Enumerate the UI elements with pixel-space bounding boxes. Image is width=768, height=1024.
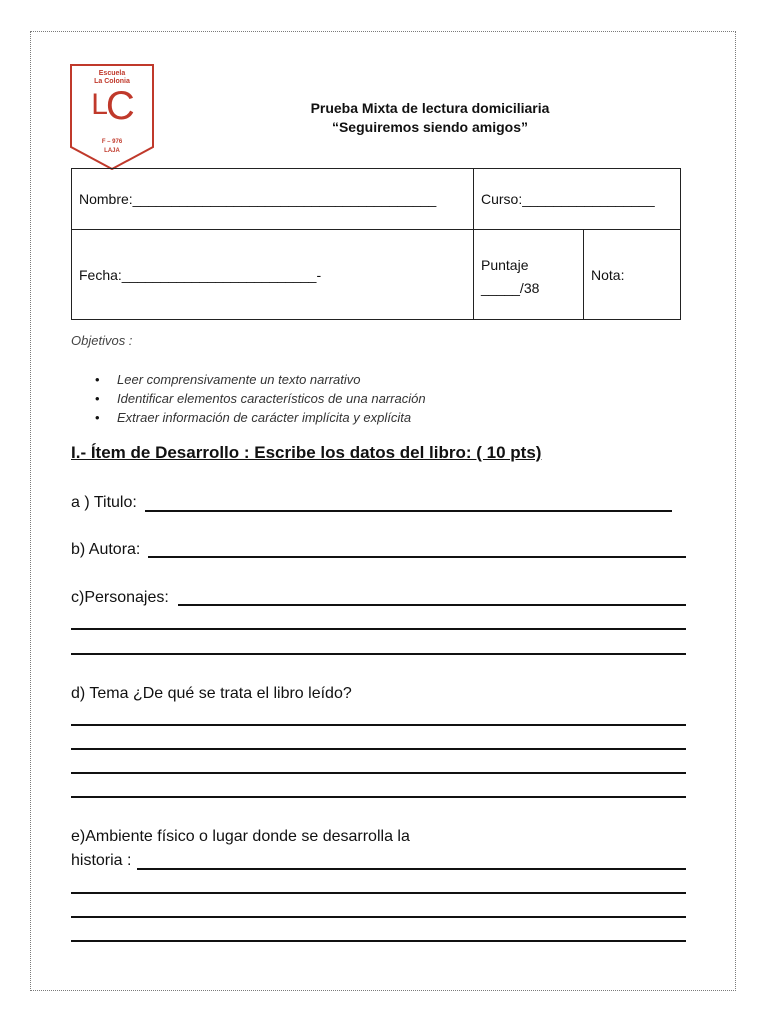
document-title: Prueba Mixta de lectura domiciliaria — [310, 100, 550, 116]
answer-line-characters[interactable] — [71, 628, 686, 630]
logo-school-name: Escuela — [98, 70, 126, 77]
question-characters-label: c)Personajes: — [71, 589, 169, 606]
answer-line-theme[interactable] — [71, 724, 686, 726]
book-title: “Seguiremos siendo amigos” — [331, 119, 529, 135]
answer-line-theme[interactable] — [71, 748, 686, 750]
course-field[interactable]: Curso:_________________ — [474, 169, 681, 230]
answer-line-author[interactable] — [148, 556, 686, 558]
list-item: • Leer comprensivamente un texto narrativo — [95, 370, 426, 389]
answer-line-setting[interactable] — [71, 892, 686, 894]
objectives-list — [95, 370, 426, 427]
list-item: • Identificar elementos característicos de una narración — [95, 389, 426, 408]
name-field[interactable]: Nombre:_______________________________________ — [72, 169, 474, 230]
grade-field[interactable]: Nota: — [584, 230, 681, 320]
answer-line-setting[interactable] — [71, 940, 686, 942]
score-field[interactable] — [474, 230, 584, 320]
student-info-table — [71, 168, 681, 320]
answer-line-setting[interactable] — [71, 916, 686, 918]
objectives-heading: Objetivos : — [71, 333, 133, 348]
question-setting-label: e)Ambiente físico o lugar donde se desarrolla la — [71, 828, 410, 845]
logo-initials: $^L$C — [91, 84, 133, 128]
section-heading: I.- Ítem de Desarrollo : Escribe los datos del libro: ( 10 pts) — [71, 443, 542, 462]
answer-line-theme[interactable] — [71, 796, 686, 798]
school-logo — [70, 64, 154, 170]
logo-school-place: La Colonia — [94, 78, 130, 85]
answer-line-characters[interactable] — [178, 604, 686, 606]
score-label: Puntaje — [481, 256, 529, 273]
answer-line-title[interactable] — [145, 510, 672, 512]
date-field[interactable]: Fecha:_________________________- — [72, 230, 474, 320]
logo-city: LAJA — [104, 148, 120, 154]
answer-line-theme[interactable] — [71, 772, 686, 774]
question-title-label: a ) Titulo: — [71, 494, 137, 511]
answer-line-setting[interactable] — [137, 868, 686, 870]
list-item: • Extraer información de carácter implícita y explícita — [95, 408, 426, 427]
question-theme-label: d) Tema ¿De qué se trata el libro leído? — [71, 685, 352, 702]
question-setting-label-cont: historia : — [71, 852, 132, 869]
logo-code: F – 976 — [101, 139, 123, 145]
score-value: _____/38 — [481, 279, 540, 296]
answer-line-characters[interactable] — [71, 653, 686, 655]
question-author-label: b) Autora: — [71, 541, 141, 558]
